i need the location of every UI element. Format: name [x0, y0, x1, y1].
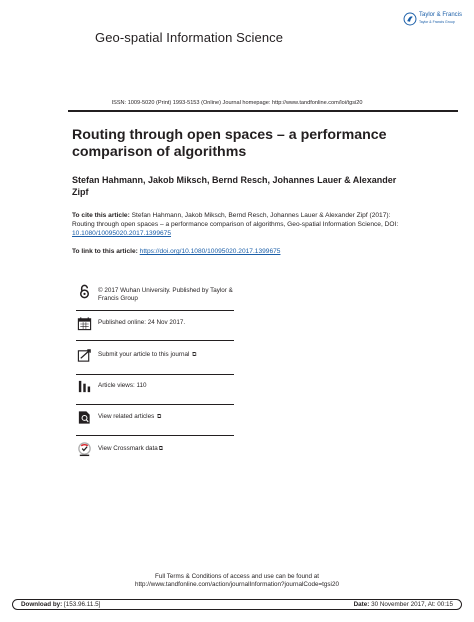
related-articles-icon	[76, 409, 92, 425]
terms-line-1: Full Terms & Conditions of access and use can be found at	[154, 573, 320, 580]
license-row	[76, 283, 234, 303]
link-label: To link to this article:	[72, 248, 138, 255]
views-row	[76, 378, 234, 394]
crossmark-icon	[76, 441, 92, 457]
published-row	[76, 315, 234, 331]
external-link-icon: ⧉	[192, 352, 197, 358]
article-authors: Stefan Hahmann, Jakob Miksch, Bernd Resch, Johannes Lauer & Alexander Zipf	[72, 175, 397, 197]
submit-row[interactable]	[76, 347, 234, 363]
terms-note	[0, 573, 474, 589]
open-access-icon	[76, 283, 92, 299]
calendar-icon	[76, 315, 92, 331]
divider	[76, 340, 234, 341]
license-text: © 2017 Wuhan University. Published by Taylor & Francis Group	[98, 287, 233, 302]
publisher-logo[interactable]	[403, 12, 462, 26]
header-rule	[68, 110, 458, 112]
divider	[76, 404, 234, 405]
article-title: Routing through open spaces – a performance comparison of algorithms	[72, 127, 387, 160]
cite-text: Stefan Hahmann, Jakob Miksch, Bernd Resch, Johannes Lauer & Alexander Zipf (2017): Routing through open spaces – a performance comparison of algorithms, Geo-spatial Information Science, DOI:	[72, 212, 399, 228]
crossmark-row[interactable]	[76, 441, 234, 457]
download-info	[21, 601, 100, 608]
crossmark-link[interactable]: View Crossmark data	[98, 445, 158, 452]
download-label: Download by:	[21, 601, 63, 608]
views-text: Article views: 110	[98, 382, 147, 389]
date-value: 30 November 2017, At: 00:15	[371, 601, 453, 608]
submit-link[interactable]: Submit your article to this journal	[98, 351, 190, 358]
date-info	[354, 601, 453, 608]
taylor-francis-logo-icon	[403, 12, 417, 26]
journal-title: Geo-spatial Information Science	[95, 30, 284, 45]
citation-block	[72, 211, 402, 238]
divider	[76, 374, 234, 375]
published-text: Published online: 24 Nov 2017.	[98, 319, 186, 326]
cite-label: To cite this article:	[72, 212, 130, 219]
divider	[76, 310, 234, 311]
submit-article-icon	[76, 347, 92, 363]
article-doi-link[interactable]: https://doi.org/10.1080/10095020.2017.1399675	[139, 248, 281, 255]
issn-line: ISSN: 1009-5020 (Print) 1993-5153 (Online) Journal homepage: http://www.tandfonline.com/loi/tgsi20	[111, 100, 363, 106]
external-link-icon: ⧉	[158, 446, 164, 452]
related-row[interactable]	[76, 409, 234, 425]
bar-chart-icon	[76, 378, 92, 394]
terms-line-2[interactable]: http://www.tandfonline.com/action/journalInformation?journalCode=tgsi20	[135, 581, 339, 588]
date-label: Date:	[353, 601, 370, 608]
download-value: [153.96.11.5]	[64, 601, 101, 608]
logo-name: Taylor & Francis	[419, 12, 463, 18]
logo-tagline: Taylor & Francis Group	[419, 20, 455, 24]
external-link-icon: ⧉	[156, 414, 162, 420]
link-block	[72, 247, 402, 256]
cite-doi-link[interactable]: 10.1080/10095020.2017.1399675	[72, 230, 172, 237]
related-link[interactable]: View related articles	[98, 413, 155, 420]
download-info-bar	[12, 599, 462, 610]
divider	[76, 435, 234, 436]
